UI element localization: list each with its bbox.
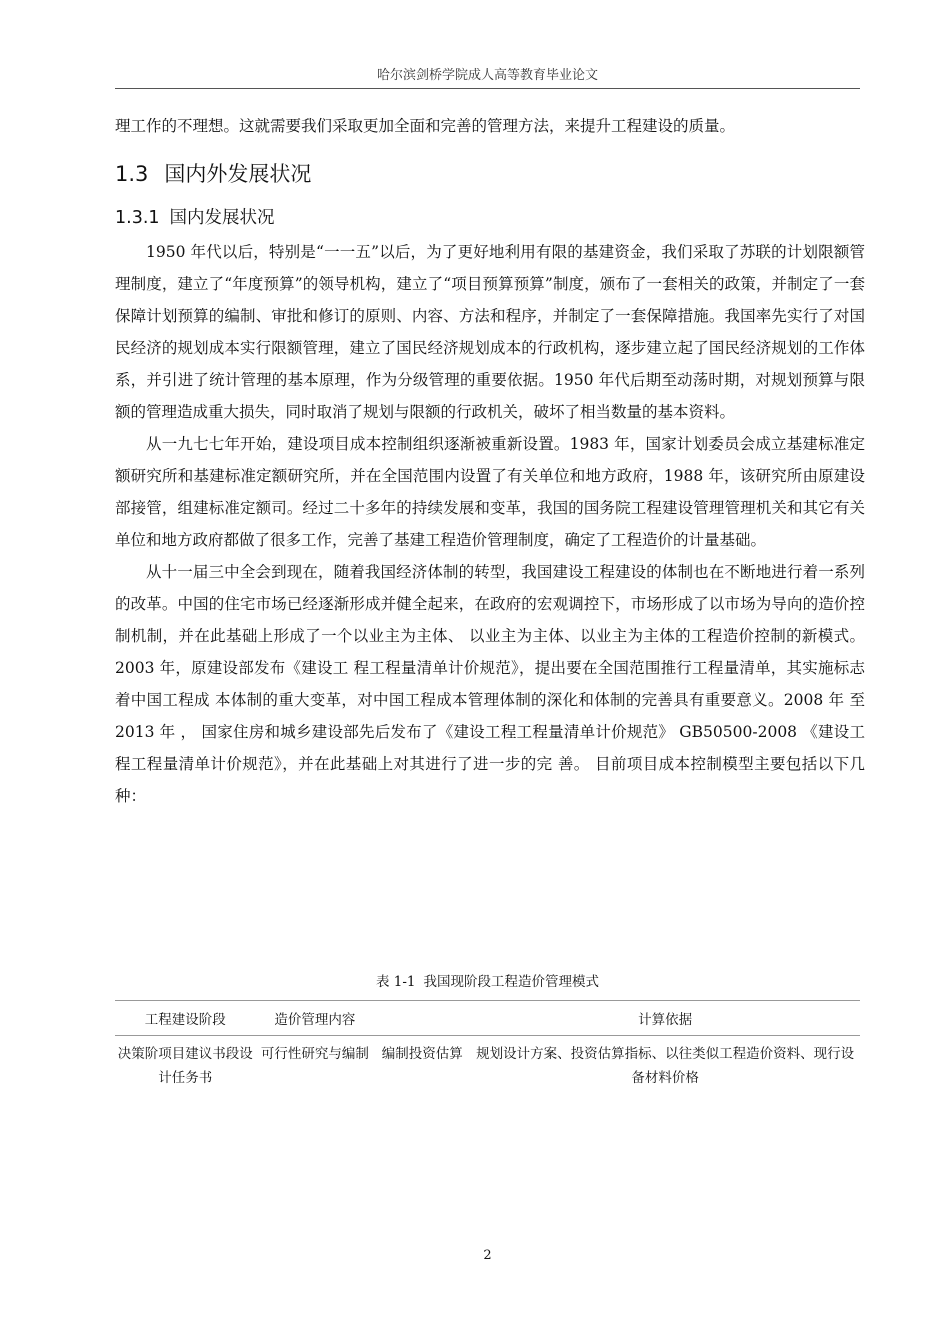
- subsection-title: 国内发展状况: [169, 208, 275, 228]
- table-cell: 决策阶项目建议书段设计任务书: [117, 1046, 253, 1086]
- intro-paragraph: 理工作的不理想。这就需要我们采取更加全面和完善的管理方法，来提升工程建设的质量。: [115, 117, 736, 135]
- table-caption-title: 我国现阶段工程造价管理模式: [423, 974, 600, 990]
- table-caption-number: 表 1-1: [375, 974, 416, 990]
- page-header: 哈尔滨剑桥学院成人高等教育毕业论文: [376, 68, 598, 83]
- table-header-cell: [374, 1001, 470, 1036]
- section-heading: [115, 158, 311, 188]
- table-header-cell: 工程建设阶段: [115, 1001, 256, 1036]
- section-number: 1.3: [115, 162, 149, 186]
- cost-management-table: [115, 1000, 860, 1091]
- table-cell: 编制投资估算: [381, 1046, 463, 1062]
- table-header-cell: 计算依据: [470, 1001, 860, 1036]
- subsection-heading: [115, 204, 275, 229]
- body-paragraphs: [115, 236, 865, 812]
- table-row: [115, 1036, 860, 1092]
- paragraph-3: 从十一届三中全会到现在，随着我国经济体制的转型，我国建设工程建设的体制也在不断地进行着一系列的改革。中国的住宅市场已经逐渐形成并健全起来，在政府的宏观调控下，市场形成了以市场为导向的造价控制机制，并在此基础上形成了一个以业主为主体、 以业主为主体、以业主为主体的工程造价控制的新模式。2003 年，原建设部发布《建设工 程工程量清单计价规范》，提出要在全国范围推行工程量清单，其实施标志着中国工程成 本体制的重大变革，对中国工程成本管理体制的深化和体制的完善具有重要意义。2008 年 至 2013 年 ， 国家住房和城乡建设部先后发布了《建设工程工程量清单计价规范》 GB50500-2008 《建设工程工程量清单计价规范》，并在此基础上对其进行了进一步的完 善。 目前项目成本控制模型主要包括以下几种：: [115, 563, 865, 805]
- header-divider: [115, 88, 860, 89]
- paragraph-1: 1950 年代以后，特别是“一一五”以后，为了更好地利用有限的基建资金，我们采取了苏联的计划限额管理制度，建立了“年度预算”的领导机构，建立了“项目预算预算”制度，颁布了一套相关的政策，并制定了一套保障计划预算的编制、审批和修订的原则、内容、方法和程序，并制定了一套保障措施。我国率先实行了对国民经济的规划成本实行限额管理，建立了国民经济规划成本的行政机构，逐步建立起了国民经济规划的工作体系，并引进了统计管理的基本原理，作为分级管理的重要依据。1950 年代后期至动荡时期，对规划预算与限额的管理造成重大损失，同时取消了规划与限额的行政机关，破坏了相当数量的基本资料。: [115, 243, 865, 421]
- table-header-row: [115, 1001, 860, 1036]
- section-title: 国内外发展状况: [164, 162, 312, 186]
- table-cell: 可行性研究与编制: [260, 1046, 369, 1062]
- table-header-cell: 造价管理内容: [256, 1001, 375, 1036]
- subsection-number: 1.3.1: [115, 208, 160, 228]
- paragraph-2: 从一九七七年开始，建设项目成本控制组织逐渐被重新设置。1983 年，国家计划委员会成立基建标准定额研究所和基建标准定额研究所，并在全国范围内设置了有关单位和地方政府，1988 年，该研究所由原建设部接管，组建标准定额司。经过二十多年的持续发展和变革，我国的国务院工程建设管理管理机关和其它有关单位和地方政府都做了很多工作，完善了基建工程造价管理制度，确定了工程造价的计量基础。: [115, 435, 865, 549]
- table-cell: 规划设计方案、投资估算指标、以往类似工程造价资料、现行设备材料价格: [476, 1046, 855, 1086]
- table-caption: [115, 970, 860, 990]
- page-number: 2: [483, 1248, 492, 1263]
